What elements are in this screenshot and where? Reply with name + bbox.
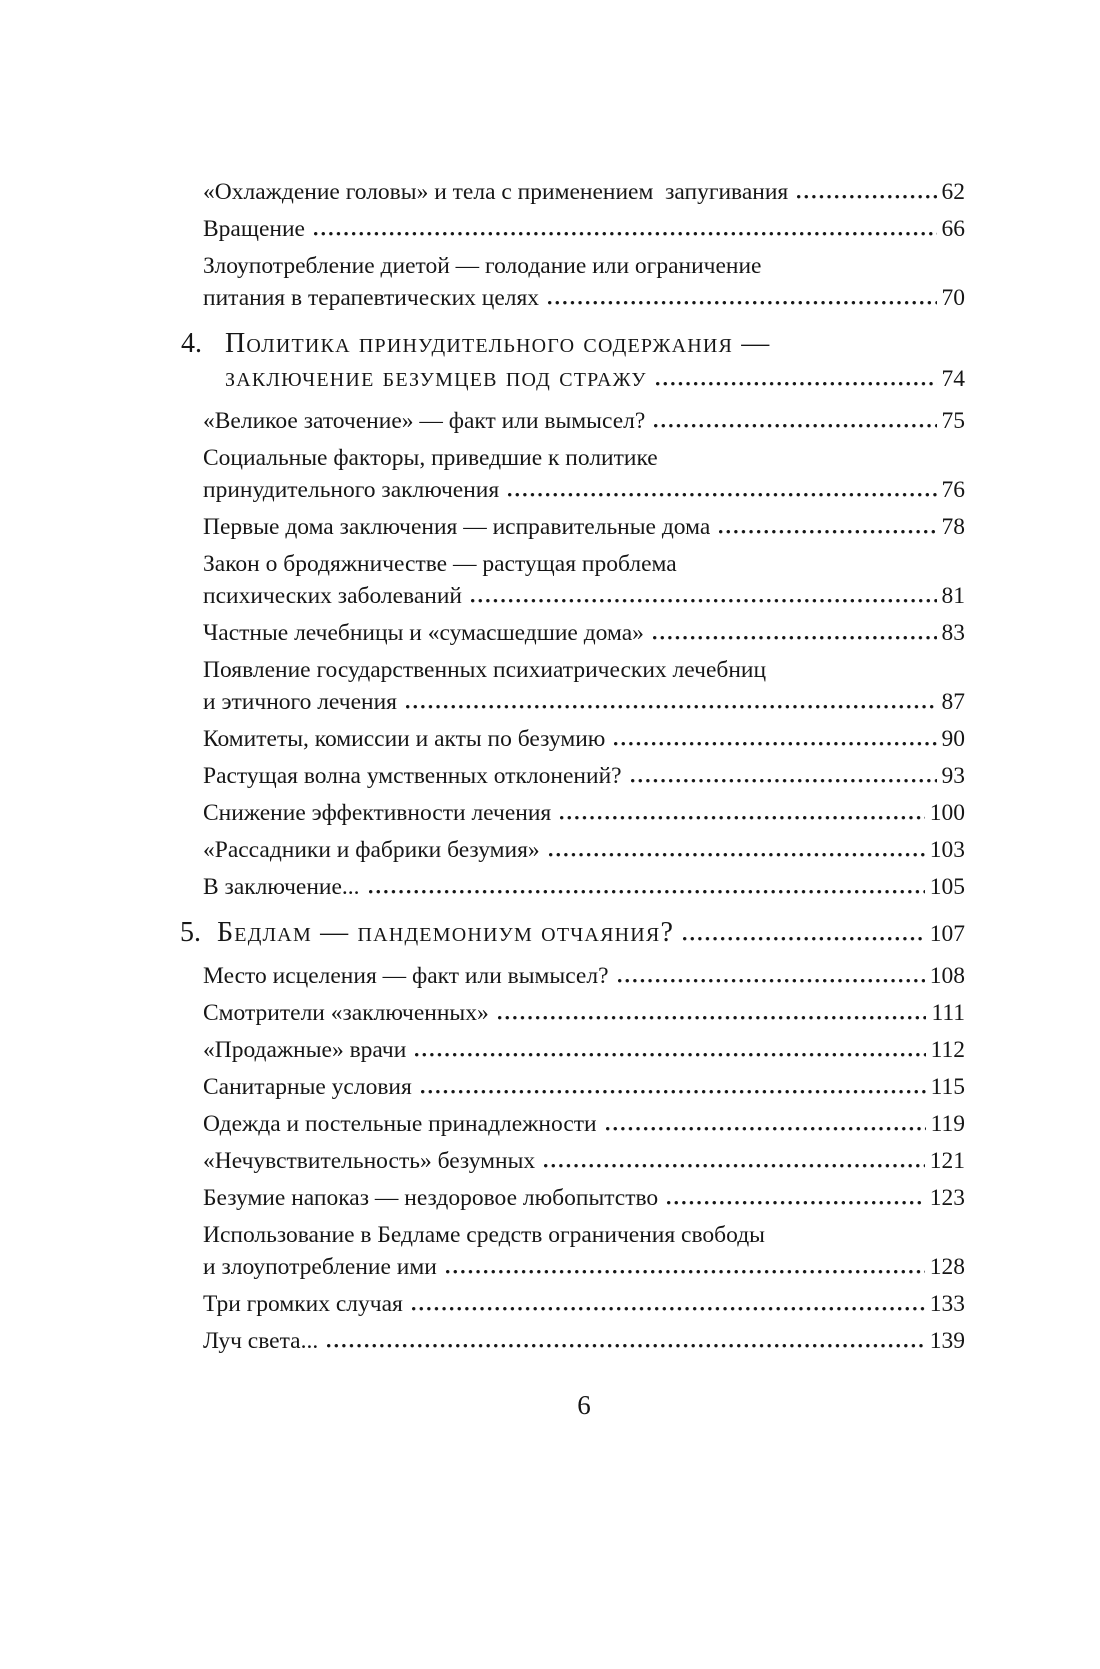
- toc-entry-page: 139: [929, 1328, 965, 1354]
- toc-entry-title-line2: и этичного лечения: [203, 689, 397, 715]
- toc-entry-page: 70: [941, 285, 965, 311]
- toc-entry-title: «Нечувствительность» безумных: [203, 1148, 536, 1174]
- toc-entry-page: 93: [941, 763, 965, 789]
- toc-entry-title: Санитарные условия: [203, 1074, 412, 1100]
- toc-entry-page: 76: [941, 477, 965, 503]
- toc-entry: [203, 617, 965, 649]
- dot-leader: [508, 493, 936, 497]
- toc-entry: [203, 176, 965, 208]
- chapter-title: Бедлам — пандемониум отчаяния?: [217, 917, 675, 948]
- toc-entry-title: Частные лечебницы и «сумасшедшие дома»: [203, 620, 644, 646]
- dot-leader: [406, 705, 937, 709]
- toc-entry-title: Одежда и постельные принадлежности: [203, 1111, 597, 1137]
- toc-entry-title-line1: Злоупотребление диетой — голодание или ограничение: [203, 253, 762, 279]
- toc-entry-title: Первые дома заключения — исправительные дома: [203, 514, 711, 540]
- toc-entry: [203, 548, 965, 612]
- toc-entry-title: Смотрители «заключенных»: [203, 1000, 489, 1026]
- dot-leader: [631, 779, 937, 783]
- toc-entry-page: 83: [941, 620, 965, 646]
- toc-entry: [203, 213, 965, 245]
- chapter-title-line2: заключение безумцев под стражу: [225, 362, 647, 393]
- toc-entry-title: Место исцеления — факт или вымысел?: [203, 963, 609, 989]
- toc-chapter-heading-5: [180, 916, 965, 951]
- toc-entry-page: 105: [929, 874, 965, 900]
- toc-entry-page: 62: [941, 179, 965, 205]
- toc-entry-title: Растущая волна умственных отклонений?: [203, 763, 622, 789]
- toc-entry: [203, 1034, 965, 1066]
- toc-chapter-heading-4: [181, 327, 965, 396]
- toc-entry: [203, 442, 965, 506]
- toc-entry-page: 121: [929, 1148, 965, 1174]
- toc-entry-title: Комитеты, комиссии и акты по безумию: [203, 726, 606, 752]
- toc-entry-page: 115: [930, 1074, 965, 1100]
- toc-entry: [203, 960, 965, 992]
- toc-entry-title: Три громких случая: [203, 1291, 403, 1317]
- dot-leader: [606, 1127, 926, 1131]
- toc-entry-page: 108: [929, 963, 965, 989]
- toc-entry-title-line2: психических заболеваний: [203, 583, 463, 609]
- toc-entry-page: 81: [941, 583, 965, 609]
- dot-leader: [446, 1270, 925, 1274]
- dot-leader: [656, 382, 937, 386]
- toc-entry-title: Снижение эффективности лечения: [203, 800, 552, 826]
- toc-entry: [203, 1288, 965, 1320]
- toc-entry-title: «Рассадники и фабрики безумия»: [203, 837, 540, 863]
- dot-leader: [415, 1053, 925, 1057]
- toc-entry-page: 90: [941, 726, 965, 752]
- dot-leader: [683, 937, 925, 941]
- toc-entry: [203, 1219, 965, 1283]
- dot-leader: [544, 1164, 925, 1168]
- toc-entry-title-line1: Социальные факторы, приведшие к политике: [203, 445, 658, 471]
- toc-entry: [203, 1145, 965, 1177]
- dot-leader: [797, 195, 936, 199]
- toc-entry-page: 103: [929, 837, 965, 863]
- dot-leader: [719, 530, 936, 534]
- toc-entry-title-line2: и злоупотребление ими: [203, 1254, 437, 1280]
- dot-leader: [412, 1307, 925, 1311]
- dot-leader: [560, 816, 925, 820]
- toc-entry-page: 112: [930, 1037, 965, 1063]
- toc-entry-title: «Продажные» врачи: [203, 1037, 407, 1063]
- toc-entry-title: «Охлаждение головы» и тела с применением запугивания: [203, 179, 789, 205]
- dot-leader: [327, 1344, 925, 1348]
- toc-entry-title: «Великое заточение» — факт или вымысел?: [203, 408, 646, 434]
- toc-entry-page: 100: [929, 800, 965, 826]
- toc-entry-page: 87: [941, 689, 965, 715]
- toc-entry: [203, 1325, 965, 1357]
- dot-leader: [549, 853, 925, 857]
- toc-entry-title-line1: Закон о бродяжничестве — растущая проблема: [203, 551, 677, 577]
- dot-leader: [653, 636, 937, 640]
- chapter-number: 4.: [181, 328, 202, 359]
- toc-entry: [203, 1108, 965, 1140]
- toc-entry: [203, 654, 965, 718]
- toc-entry-page: 128: [929, 1254, 965, 1280]
- dot-leader: [618, 979, 925, 983]
- dot-leader: [667, 1201, 925, 1205]
- toc-entry-page: 133: [929, 1291, 965, 1317]
- toc-entry-page: 107: [929, 921, 965, 947]
- dot-leader: [314, 232, 937, 236]
- toc-entry-title-line2: принудительного заключения: [203, 477, 500, 503]
- toc-entry-page: 66: [941, 216, 965, 242]
- toc-entry-title: Безумие напоказ — нездоровое любопытство: [203, 1185, 659, 1211]
- toc-entry-title-line1: Использование в Бедламе средств ограничения свободы: [203, 1222, 765, 1248]
- toc-entry: [203, 723, 965, 755]
- toc-entry-page: 75: [941, 408, 965, 434]
- chapter-number: 5.: [180, 917, 201, 948]
- toc-entry-title: В заключение...: [203, 874, 360, 900]
- dot-leader: [614, 742, 936, 746]
- toc-entry-title: Луч света...: [203, 1328, 319, 1354]
- folio-page-number: 6: [577, 1390, 591, 1420]
- table-of-contents: [180, 176, 965, 1362]
- toc-entry-page: 111: [931, 1000, 965, 1026]
- toc-entry: [203, 250, 965, 314]
- toc-entry: [203, 797, 965, 829]
- toc-entry: [203, 511, 965, 543]
- toc-entry: [203, 997, 965, 1029]
- toc-entry: [203, 405, 965, 437]
- toc-entry-page: 119: [930, 1111, 965, 1137]
- toc-entry: [203, 1182, 965, 1214]
- toc-entry-page: 74: [941, 366, 965, 392]
- dot-leader: [369, 890, 925, 894]
- toc-entry: [203, 871, 965, 903]
- dot-leader: [471, 599, 936, 603]
- toc-entry: [203, 760, 965, 792]
- toc-entry: [203, 1071, 965, 1103]
- toc-entry-title-line2: питания в терапевтических целях: [203, 285, 540, 311]
- toc-entry-page: 78: [941, 514, 965, 540]
- dot-leader: [421, 1090, 926, 1094]
- dot-leader: [548, 301, 936, 305]
- toc-entry-title-line1: Появление государственных психиатрических лечебниц: [203, 657, 767, 683]
- dot-leader: [654, 424, 936, 428]
- chapter-title-line1: Политика принудительного содержания —: [225, 328, 771, 359]
- toc-entry-page: 123: [929, 1185, 965, 1211]
- dot-leader: [498, 1016, 927, 1020]
- toc-entry-title: Вращение: [203, 216, 305, 242]
- toc-entry: [203, 834, 965, 866]
